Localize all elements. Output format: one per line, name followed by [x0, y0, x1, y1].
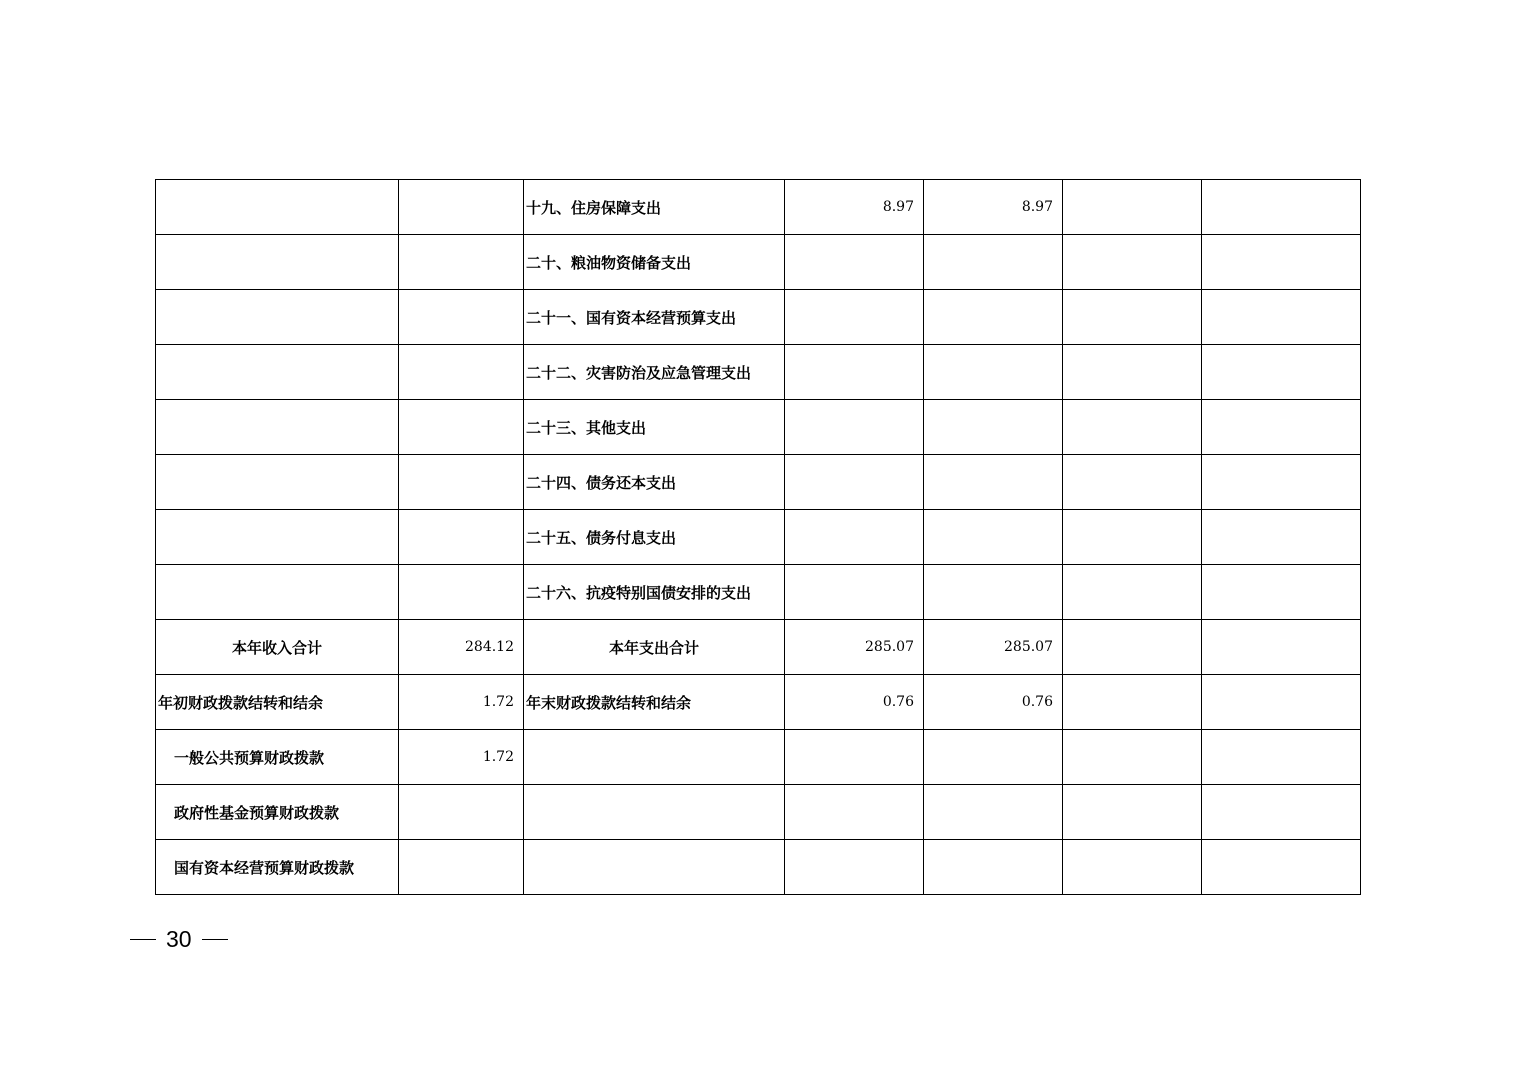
income-amount: 1.72	[399, 730, 524, 785]
page-footer	[130, 926, 228, 953]
income-item	[156, 565, 399, 620]
expense-item	[524, 730, 785, 785]
income-item	[156, 455, 399, 510]
expense-total	[785, 235, 924, 290]
income-amount	[399, 510, 524, 565]
table-row	[156, 785, 1361, 840]
fund-budget-amount	[1063, 400, 1202, 455]
fund-budget-amount	[1063, 840, 1202, 895]
budget-table	[155, 179, 1361, 895]
fund-budget-amount	[1063, 565, 1202, 620]
right-dash	[202, 939, 228, 940]
income-total-label: 本年收入合计	[156, 620, 399, 675]
table-row	[156, 510, 1361, 565]
fund-budget-amount	[1063, 785, 1202, 840]
table-row	[156, 730, 1361, 785]
fund-budget-amount	[1063, 180, 1202, 235]
fund-budget-amount	[1063, 345, 1202, 400]
capital-budget-amount	[1202, 730, 1361, 785]
expense-total-label: 本年支出合计	[524, 620, 785, 675]
table-row	[156, 180, 1361, 235]
general-budget-amount	[924, 455, 1063, 510]
table-row	[156, 455, 1361, 510]
expense-item: 二十六、抗疫特别国债安排的支出	[524, 565, 785, 620]
income-amount	[399, 785, 524, 840]
general-budget-amount	[924, 730, 1063, 785]
fund-budget-amount	[1063, 510, 1202, 565]
capital-budget-amount	[1202, 840, 1361, 895]
left-dash	[130, 939, 156, 940]
general-budget-amount	[924, 840, 1063, 895]
expense-item: 二十、粮油物资储备支出	[524, 235, 785, 290]
table-row	[156, 400, 1361, 455]
income-item	[156, 290, 399, 345]
income-item	[156, 235, 399, 290]
fund-budget-amount	[1063, 730, 1202, 785]
general-budget-amount	[924, 290, 1063, 345]
totals-row	[156, 620, 1361, 675]
capital-budget-amount	[1202, 235, 1361, 290]
table-row	[156, 565, 1361, 620]
expense-total	[785, 455, 924, 510]
capital-budget-total	[1202, 620, 1361, 675]
capital-budget-amount	[1202, 455, 1361, 510]
fund-budget-total	[1063, 620, 1202, 675]
income-total-amount: 284.12	[399, 620, 524, 675]
expense-total-amount: 285.07	[785, 620, 924, 675]
income-amount	[399, 565, 524, 620]
page-number: 30	[166, 926, 192, 952]
expense-total: 8.97	[785, 180, 924, 235]
general-budget-amount	[924, 565, 1063, 620]
table-row	[156, 345, 1361, 400]
expense-item: 二十一、国有资本经营预算支出	[524, 290, 785, 345]
income-item	[156, 345, 399, 400]
fund-budget-amount	[1063, 290, 1202, 345]
table-row	[156, 840, 1361, 895]
income-amount	[399, 180, 524, 235]
closing-carryover-amount: 0.76	[785, 675, 924, 730]
expense-total	[785, 290, 924, 345]
general-budget-total: 285.07	[924, 620, 1063, 675]
income-amount	[399, 345, 524, 400]
capital-budget-amount	[1202, 180, 1361, 235]
capital-budget-amount	[1202, 510, 1361, 565]
income-amount	[399, 235, 524, 290]
income-item	[156, 510, 399, 565]
income-sub-item: 国有资本经营预算财政拨款	[156, 840, 399, 895]
capital-budget-amount	[1202, 345, 1361, 400]
general-budget-amount	[924, 400, 1063, 455]
fund-budget-amount	[1063, 455, 1202, 510]
income-item	[156, 180, 399, 235]
general-budget-amount	[924, 345, 1063, 400]
expense-total	[785, 400, 924, 455]
opening-carryover-label: 年初财政拨款结转和结余	[156, 675, 399, 730]
general-budget-amount	[924, 510, 1063, 565]
general-budget-amount: 8.97	[924, 180, 1063, 235]
expense-item: 二十二、灾害防治及应急管理支出	[524, 345, 785, 400]
capital-budget-amount	[1202, 785, 1361, 840]
expense-total	[785, 840, 924, 895]
closing-carryover-label: 年末财政拨款结转和结余	[524, 675, 785, 730]
opening-carryover-amount: 1.72	[399, 675, 524, 730]
carryover-row	[156, 675, 1361, 730]
capital-budget-amount	[1202, 400, 1361, 455]
expense-item	[524, 840, 785, 895]
fund-budget-carryover	[1063, 675, 1202, 730]
income-amount	[399, 290, 524, 345]
capital-budget-amount	[1202, 565, 1361, 620]
capital-budget-amount	[1202, 290, 1361, 345]
capital-budget-carryover	[1202, 675, 1361, 730]
expense-item	[524, 785, 785, 840]
income-sub-item: 一般公共预算财政拨款	[156, 730, 399, 785]
expense-total	[785, 730, 924, 785]
income-amount	[399, 840, 524, 895]
income-amount	[399, 400, 524, 455]
expense-total	[785, 785, 924, 840]
income-item	[156, 400, 399, 455]
expense-item: 二十三、其他支出	[524, 400, 785, 455]
table-row	[156, 290, 1361, 345]
general-budget-carryover: 0.76	[924, 675, 1063, 730]
general-budget-amount	[924, 785, 1063, 840]
expense-total	[785, 565, 924, 620]
expense-total	[785, 510, 924, 565]
expense-item: 十九、住房保障支出	[524, 180, 785, 235]
expense-item: 二十五、债务付息支出	[524, 510, 785, 565]
income-sub-item: 政府性基金预算财政拨款	[156, 785, 399, 840]
expense-item: 二十四、债务还本支出	[524, 455, 785, 510]
fund-budget-amount	[1063, 235, 1202, 290]
expense-total	[785, 345, 924, 400]
income-amount	[399, 455, 524, 510]
general-budget-amount	[924, 235, 1063, 290]
table-row	[156, 235, 1361, 290]
